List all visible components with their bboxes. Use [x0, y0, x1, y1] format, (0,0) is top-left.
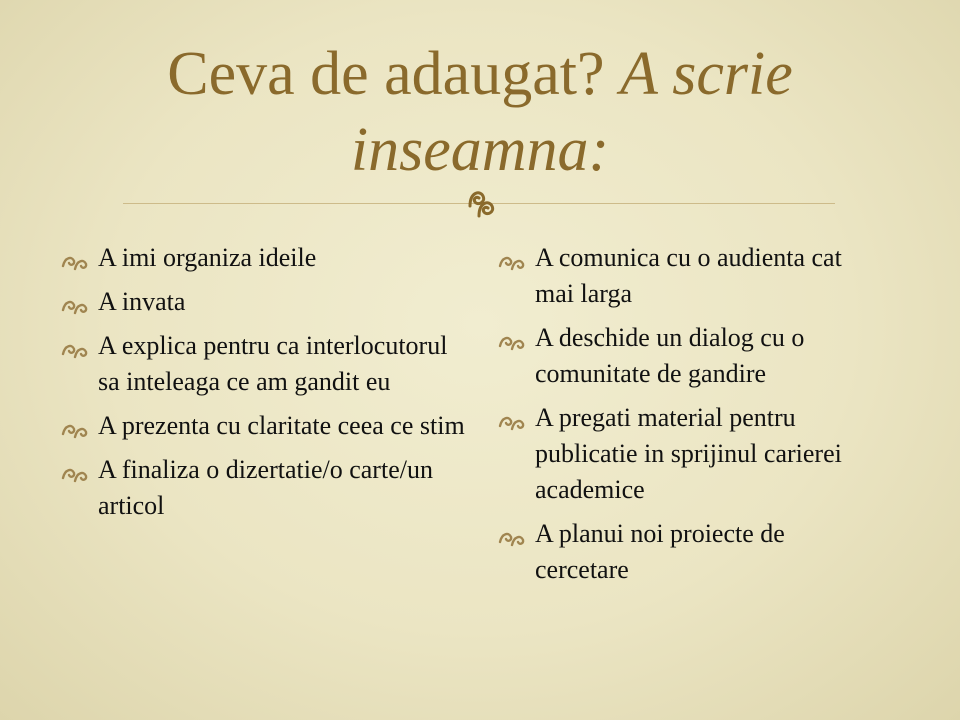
list-item — [60, 408, 472, 444]
list-item-text: A comunica cu o audienta cat mai larga — [535, 243, 842, 308]
scroll-leaf-bullet-icon — [60, 335, 94, 357]
list-item-text: A invata — [98, 287, 186, 316]
scroll-leaf-bullet-icon — [60, 415, 94, 437]
scroll-leaf-bullet-icon — [497, 247, 531, 269]
title-italic: A scrie inseamna: — [350, 40, 793, 184]
scroll-leaf-bullet-icon — [497, 523, 531, 545]
list-item — [60, 284, 472, 320]
list-item — [497, 400, 877, 508]
list-item — [60, 452, 472, 524]
list-item — [497, 516, 877, 588]
list-item-text: A explica pentru ca interlocutorul sa inteleaga ce am gandit eu — [98, 331, 448, 396]
list-item — [497, 320, 877, 392]
scroll-leaf-bullet-icon — [497, 327, 531, 349]
scroll-leaf-bullet-icon — [60, 291, 94, 313]
scroll-leaf-bullet-icon — [497, 407, 531, 429]
fleuron-ornament-icon — [466, 186, 496, 220]
slide-title — [40, 36, 920, 188]
list-item — [60, 328, 472, 400]
list-item-text: A deschide un dialog cu o comunitate de gandire — [535, 323, 805, 388]
list-item-text: A planui noi proiecte de cercetare — [535, 519, 785, 584]
right-bullet-list — [497, 240, 877, 596]
list-item — [497, 240, 877, 312]
scroll-leaf-bullet-icon — [60, 459, 94, 481]
list-item-text: A finaliza o dizertatie/o carte/un articol — [98, 455, 433, 520]
list-item-text: A pregati material pentru publicatie in sprijinul carierei academice — [535, 403, 842, 504]
list-item-text: A prezenta cu claritate ceea ce stim — [98, 411, 465, 440]
scroll-leaf-bullet-icon — [60, 247, 94, 269]
title-plain: Ceva de adaugat? — [167, 40, 620, 108]
left-bullet-list — [60, 240, 472, 532]
list-item — [60, 240, 472, 276]
list-item-text: A imi organiza ideile — [98, 243, 317, 272]
